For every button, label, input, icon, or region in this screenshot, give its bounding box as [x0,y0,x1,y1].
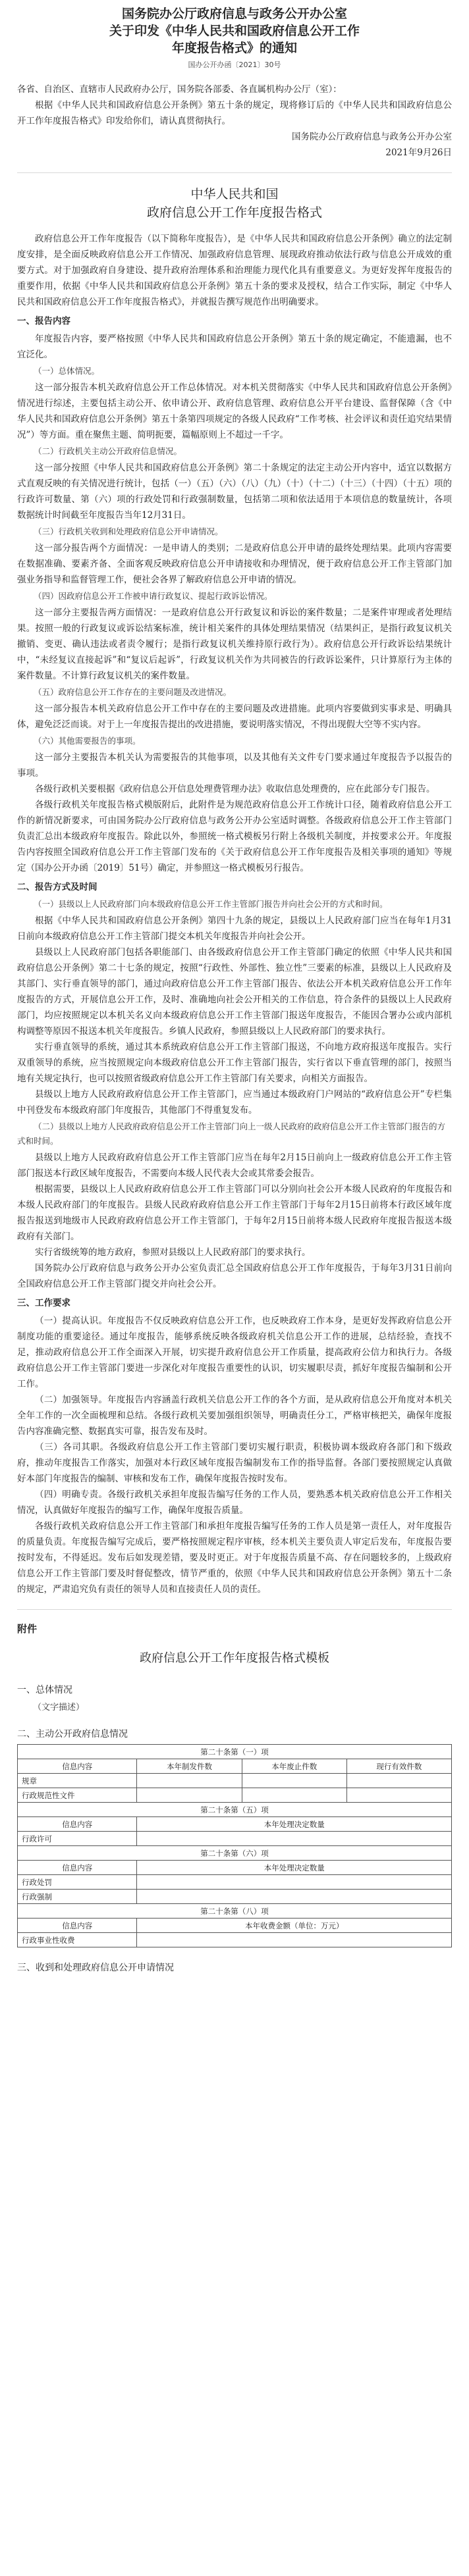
annex-section-2-title: 二、主动公开政府信息情况 [17,1729,128,1739]
table-row [18,1832,452,1846]
table-column-header: 信息内容 [18,1759,137,1774]
doc-title-line-2: 政府信息公开工作年度报告格式 [146,205,322,220]
paragraph: 县级以上地方人民政府政府信息公开工作主管部门，应当通过本级政府门户网站的“政府信息公开”专栏集中刊登发布本级政府部门年度报告，其他部门不得重复发布。 [17,1089,452,1116]
annex-title: 政府信息公开工作年度报告格式模板 [140,1651,329,1665]
table-cell [137,1890,452,1904]
subsection-heading: （五）政府信息公开工作存在的主要问题及改进情况。 [34,687,232,697]
paragraph: 县级以上地方人民政府政府信息公开工作主管部门应当在每年2月15日前向上一级政府信息公开工作主管部门报送本行政区域年度报告，不需要向本级人民代表大会或其常委会报告。 [17,1152,452,1179]
table-cell [137,1875,452,1890]
table-row-label: 规章 [18,1774,137,1788]
subsection-heading: （一）总体情况。 [34,366,100,376]
divider [17,172,452,173]
table-group-row [18,1745,452,1759]
paragraph: （四）明确专责。各级行政机关承担年度报告编写任务的工作人员，要熟悉本机关政府信息公开工作相关情况，认真做好年度报告的编写工作，确保年度报告质量。 [17,1489,452,1516]
table-row [18,1890,452,1904]
paragraph: 这一部分主要报告两方面情况：一是政府信息公开行政复议和诉讼的案件数量；二是案件审理或者处理结果。按照一般的行政复议或诉讼结案标准，统计相关案件的具体处理结果情况（结果纠正，是指行政复议机关撤销、变更、确认违法或者责令履行；是指行政复议机关维持原行政行为）。政府信息公开行政诉讼结果统计中，“未经复议直接起诉”和“复议后起诉”，行政复议机关作为共同被告的行政诉讼案件，只计算原行为主体的案件数量。不计算行政复议机关的案件数量。 [17,607,452,681]
section-heading: 一、报告内容 [17,316,70,326]
annex-section-1-title: 一、总体情况 [17,1685,72,1695]
paragraph: （三）各司其职。各级政府信息公开工作主管部门要切实履行职责，积极协调本级政府各部门和下级政府，推动年度报告工作落实，加强对本行政区域年度报告编制发布工作的指导监督。各部门要按照规定认真做好本部门年度报告的编制、审核和发布工作，确保年度报告按时发布。 [17,1442,452,1484]
table-group-row [18,1803,452,1817]
subsection-heading: （三）行政机关收到和处理政府信息公开申请情况。 [34,527,223,536]
paragraph: 年度报告内容，要严格按照《中华人民共和国政府信息公开条例》第五十条的规定确定，不能遗漏，也不宜泛化。 [17,334,452,360]
notice-body: 根据《中华人民共和国政府信息公开条例》第五十条的规定，现将修订后的《中华人民共和国政府信息公开工作年度报告格式》印发给你们，请认真贯彻执行。 [17,100,452,126]
notice-salutation: 各省、自治区、直辖市人民政府办公厅，国务院各部委、各直属机构办公厅（室）： [17,84,342,95]
table-row [18,1933,452,1947]
paragraph: （一）提高认识。年度报告不仅反映政府信息公开工作，也反映政府工作本身，是更好发挥政府信息公开制度功能的重要途径。通过年度报告，能够系统反映各级政府机关信息公开工作的进展，总结经验，查找不足，推动政府信息公开工作全面深入开展，切实提升政府信息公开工作质量，提高政府公信力和执行力。各级政府信息公开工作主管部门要进一步深化对年度报告重要性的认识，切实履职尽责，抓好年度报告编制和公开工作。 [17,1316,452,1389]
subsection-heading: （四）因政府信息公开工作被申请行政复议、提起行政诉讼情况。 [34,591,273,601]
paragraph: （二）加强领导。年度报告内容涵盖行政机关信息公开工作的各个方面，是从政府信息公开角度对本机关全年工作的一次全面梳理和总结。各级行政机关要加强组织领导，明确责任分工，严格审核把关，确保年度报告内容准确完整、数据真实可靠，报告发布及时。 [17,1395,452,1437]
table-row-label: 行政强制 [18,1890,137,1904]
table-group-header: 第二十条第（五）项 [18,1803,452,1817]
table-column-header: 本年制发件数 [137,1759,242,1774]
paragraph: 这一部分报告两个方面情况：一是申请人的类别；二是政府信息公开申请的最终处理结果。此项内容需要在数据准确、要素齐备、全面客观反映政府信息公开申请接收和办理情况，便于政府信息公开工作主管部门加强业务指导和监督管理工作，便社会各界了解政府信息公开申请的情况。 [17,543,452,585]
paragraph: 国务院办公厅政府信息与政务公开办公室负责汇总全国政府信息公开工作年度报告，于每年3月31日前向全国政府信息公开工作主管部门提交并向社会公开。 [17,1263,452,1289]
paragraph: 这一部分报告本机关政府信息公开工作中存在的主要问题及改进措施。此项内容要做到实事求是、明确具体，避免泛泛而谈。对于上一年度报告提出的改进措施，要说明落实情况，不得出现假大空等不实内容。 [17,704,452,730]
subsection-heading: （二）县级以上地方人民政府政府信息公开工作主管部门向上一级人民政府的政府信息公开工作主管部门报告的方式和时间。 [17,1121,446,1146]
disclosure-table [17,1744,452,1947]
paragraph: 根据需要，县级以上人民政府政府信息公开工作主管部门可以分别向社会公开本级人民政府的年度报告和本级人民政府部门的年度报告。县级人民政府政府信息公开工作主管部门于每年2月15日前将本行政区域年度报告报送到地级市人民政府政府信息公开工作主管部门，于每年2月15日前将本级人民政府年度报告报送本级政府有关部门。 [17,1184,452,1242]
subsection-heading: （二）行政机关主动公开政府信息情况。 [34,446,182,456]
table-header-row [18,1817,452,1832]
paragraph: 各级行政机关年度报告格式模版附后，此附件是为规范政府信息公开工作统计口径，随着政府信息公开工作的新情况新要求，可由国务院办公厅政府信息与政务公开办公室适时调整。各级政府信息公开工作主管部门负责汇总出本级政府年度报告。除此以外，参照统一格式模板另行附上各级机关制度，并按要求公开。年度报告内容按照全国政府信息公开工作主管部门发布的《关于政府信息公开工作年度报告及相关事项的通知》等规定（国办公开办函〔2019〕51号）确定，并参照这一格式模板另行报告。 [17,800,452,873]
table-cell [242,1788,346,1803]
notice-signer: 国务院办公厅政府信息与政务公开办公室 [292,132,452,142]
paragraph: 这一部分按照《中华人民共和国政府信息公开条例》第二十条规定的法定主动公开内容中，适宜以数据方式直观反映的有关情况进行统计，包括（一）（五）（六）（八）（九）（十）（十二）（十三）（十四）（十五）项的行政许可数量、第（六）项的行政处罚和行政强制数量，包括第二项和依法适用于本项信息的数量统计，各项数据统计时间截至年度报告当年12月31日。 [17,463,452,521]
paragraph: 实行省级统筹的地方政府，参照对县级以上人民政府部门的要求执行。 [35,1247,311,1258]
table-row [18,1774,452,1788]
annex-section-1-sub: （文字描述） [33,1703,85,1713]
table-cell [137,1933,452,1947]
doc-title [17,185,452,222]
table-group-header: 第二十条第（六）项 [18,1846,452,1861]
table-column-header: 本年处理决定数量 [137,1861,452,1875]
table-column-header: 本年废止件数 [242,1759,346,1774]
notice-header [17,5,452,70]
table-column-header: 现行有效件数 [346,1759,451,1774]
doc-sections [17,313,452,1597]
paragraph: 各级行政机关政府信息公开工作主管部门和承担年度报告编写任务的工作人员是第一责任人，对年度报告的质量负责。年度报告编写完成后，要严格按照规定程序审核，经本机关主要负责人审定后发布，年度报告要按时发布，不得延迟。发布后如发现差错，要及时更正。对于年度报告质量不高、存在问题较多的，上级政府信息公开工作主管部门要及时督促整改，情节严重的，依照《中华人民共和国政府信息公开条例》第五十二条的规定，严肃追究负有责任的领导人员和直接责任人员的责任。 [17,1521,452,1595]
section-heading: 二、报告方式及时间 [17,882,97,892]
document-number: 国办公开办函〔2021〕30号 [188,61,281,69]
notice-title-line-2: 关于印发《中华人民共和国政府信息公开工作 [109,24,360,38]
table-row-label: 行政事业性收费 [18,1933,137,1947]
table-column-header: 信息内容 [18,1919,137,1933]
divider-annex [17,1609,452,1610]
paragraph: 县级以上人民政府部门包括各职能部门、由各级政府信息公开工作主管部门确定的依照《中华人民共和国政府信息公开条例》第二十七条的规定，按照“行政性、外部性、独立性”三要素的标准，县级以上人民政府及其部门、实行垂直领导的部门，通过向政府信息公开工作主管部门报告、依法公开本机关政府信息公开工作年度报告的方式，开展信息公开工作，及时、准确地向社会公开相关的工作信息，符合条件的县级以上人民政府部门，均应按照规定以本机关名义向本级政府信息公开工作主管部门报送年度报告，不能因合署办公或内部机构调整等原因不报送本机关年度报告。乡镇人民政府，参照县级以上人民政府部门的要求执行。 [17,947,452,1037]
disclosure-table-wrap [17,1744,452,1947]
table-cell [137,1788,242,1803]
page [0,5,469,1974]
table-header-row [18,1861,452,1875]
notice-title-line-1: 国务院办公厅政府信息与政务公开办公室 [121,7,347,21]
table-group-row [18,1904,452,1919]
table-row-label: 行政规范性文件 [18,1788,137,1803]
table-row-label: 行政许可 [18,1832,137,1846]
subsection-heading: （六）其他需要报告的事项。 [34,736,141,746]
paragraph: 这一部分主要报告本机关认为需要报告的其他事项，以及其他有关文件专门要求通过年度报告予以报告的事项。 [17,752,452,779]
paragraph: 根据《中华人民共和国政府信息公开条例》第四十九条的规定，县级以上人民政府部门应当在每年1月31日前向本级政府信息公开工作主管部门提交本机关年度报告并向社会公开。 [17,915,452,942]
table-column-header: 本年收费金额（单位：万元） [137,1919,452,1933]
table-column-header: 本年处理决定数量 [137,1817,452,1832]
table-row [18,1788,452,1803]
paragraph: 实行垂直领导的系统，通过其本系统政府信息公开工作主管部门报送，不向地方政府报送年度报告。实行双重领导的系统，应当按照规定向本级政府信息公开工作主管部门报告，实行省以下垂直管理的部门，按照当地有关规定执行，也可以按照省级政府信息公开工作主管部门有关要求，向相关方面报告。 [17,1042,452,1084]
notice-title-line-3: 年度报告格式》的通知 [171,41,297,55]
table-row [18,1875,452,1890]
annex-label: 附件 [17,1623,38,1635]
table-cell [346,1774,451,1788]
table-column-header: 信息内容 [18,1817,137,1832]
table-cell [137,1832,452,1846]
paragraph: 各级行政机关要根据《政府信息公开信息处理费管理办法》收取信息处理费的，应在此部分专门报告。 [35,784,435,794]
doc-title-line-1: 中华人民共和国 [190,187,279,201]
annex-section-3-title: 三、收到和处理政府信息公开申请情况 [17,1963,174,1973]
section-heading: 三、工作要求 [17,1298,70,1308]
table-cell [137,1774,242,1788]
subsection-heading: （一）县级以上人民政府部门向本级政府信息公开工作主管部门报告并向社会公开的方式和时间。 [34,899,388,909]
table-header-row [18,1919,452,1933]
notice-date: 2021年9月26日 [385,147,452,158]
table-column-header: 信息内容 [18,1861,137,1875]
table-group-header: 第二十条第（八）项 [18,1904,452,1919]
doc-intro: 政府信息公开工作年度报告（以下简称年度报告），是《中华人民共和国政府信息公开条例》确立的法定制度安排，是全面反映政府信息公开工作情况、加强政府信息管理、展现政府推动依法行政与信息公开成效的重要方式。对于加强政府自身建设、提升政府治理体系和治理能力现代化具有重要意义。为更好发挥年度报告的重要作用，依据《中华人民共和国政府信息公开条例》第五十条的要求及授权，结合工作实际，制定《中华人民共和国政府信息公开工作年度报告格式》，并就报告撰写规范作出明确要求。 [17,234,452,307]
table-row-label: 行政处罚 [18,1875,137,1890]
paragraph: 这一部分报告本机关政府信息公开工作总体情况。对本机关贯彻落实《中华人民共和国政府信息公开条例》情况进行综述，主要包括主动公开、依申请公开、政府信息管理、政府信息公开平台建设、监督保障（含《中华人民共和国政府信息公开条例》第五十条第四项规定的各级人民政府“工作考核、社会评议和责任追究结果情况”）等方面。重在聚焦主题、简明扼要，篇幅原则上不超过一千字。 [17,382,452,440]
table-group-header: 第二十条第（一）项 [18,1745,452,1759]
table-header-row [18,1759,452,1774]
table-cell [242,1774,346,1788]
table-group-row [18,1846,452,1861]
table-cell [346,1788,451,1803]
